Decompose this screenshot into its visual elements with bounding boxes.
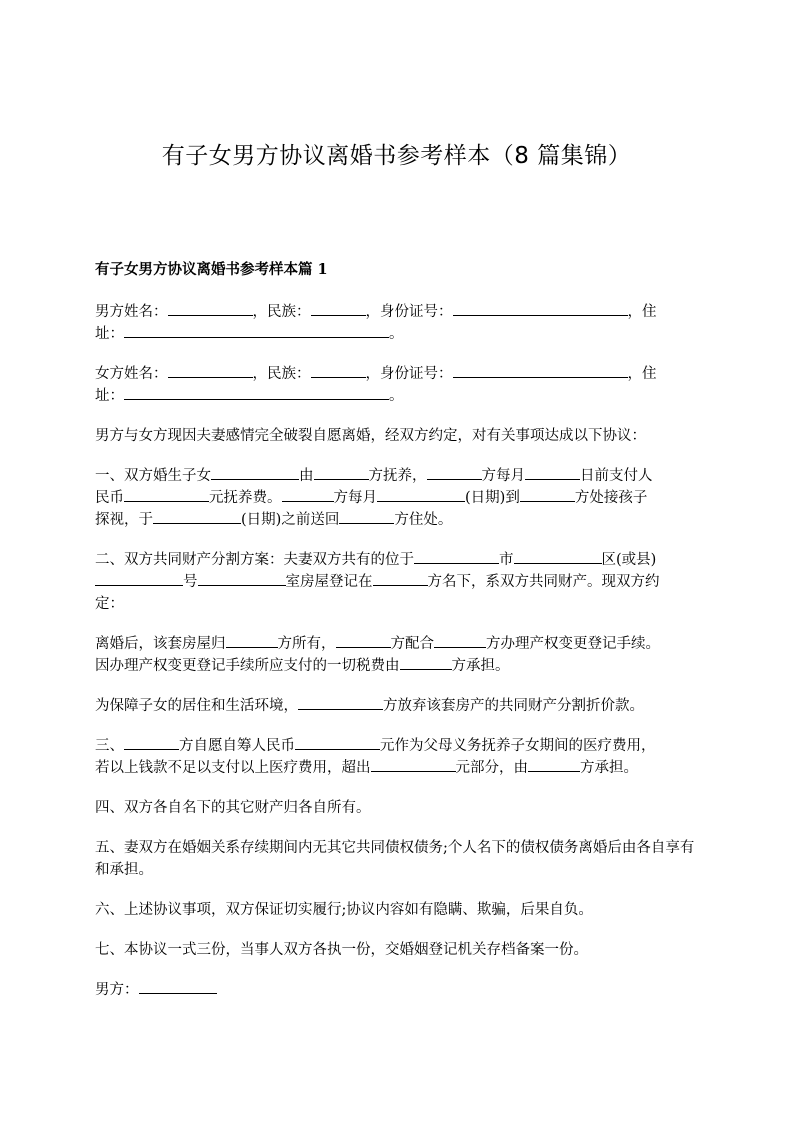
man-signature-blank[interactable] [139, 979, 217, 994]
woman-ethnicity-label: ，民族： [252, 366, 311, 382]
owner-party-blank[interactable] [226, 633, 278, 648]
clause-2-text: 室房屋登记在 [285, 574, 373, 590]
custody-party-blank[interactable] [314, 465, 369, 480]
clause-1-text: 方每月 [481, 468, 525, 484]
man-name-label: 男方姓名： [95, 304, 168, 320]
clause-1-text: 方住处。 [394, 512, 453, 528]
protect-paragraph [95, 695, 705, 717]
clause-3-text: 若以上钱款不足以支付以上医疗费用，超出 [95, 760, 371, 776]
clause-1-text: (日期)到 [465, 490, 520, 506]
woman-address-label-cont: 址： [95, 388, 124, 404]
document-title: 有子女男方协议离婚书参考样本（8 篇集锦） [161, 143, 632, 169]
return-party-blank[interactable] [339, 509, 394, 524]
clause-2-text: 二、双方共同财产分割方案：夫妻双方共有的位于 [95, 552, 414, 568]
man-address-blank[interactable] [124, 323, 389, 338]
street-number-blank[interactable] [95, 571, 183, 586]
clause-2-text: 方名下，系双方共同财产。现双方约 [427, 574, 660, 590]
clause-1-text: 方处接孩子 [574, 490, 648, 506]
city-blank[interactable] [414, 549, 499, 564]
clause-1-text: 民币 [95, 490, 124, 506]
woman-id-label: ，身份证号： [365, 366, 453, 382]
pay-day-blank[interactable] [525, 465, 580, 480]
woman-address-blank[interactable] [124, 385, 389, 400]
clause-1-text: 元抚养费。 [209, 490, 282, 506]
woman-name-label: 女方姓名： [95, 366, 168, 382]
man-info-paragraph [95, 301, 705, 345]
room-number-blank[interactable] [198, 571, 286, 586]
excess-party-blank[interactable] [528, 757, 580, 772]
clause-1-text: 日前支付人 [580, 468, 653, 484]
district-blank[interactable] [514, 549, 602, 564]
man-info-end: 。 [389, 326, 404, 342]
man-ethnicity-blank[interactable] [311, 301, 366, 316]
clause-3-text: 三、 [95, 738, 124, 754]
clause-7-paragraph: 七、本协议一式三份，当事人双方各执一份，交婚姻登记机关存档备案一份。 [95, 942, 588, 958]
clause-1-paragraph [95, 465, 705, 531]
registered-party-blank[interactable] [373, 571, 428, 586]
house-text: 方承担。 [451, 658, 510, 674]
protect-text: 方放弃该套房产的共同财产分割折价款。 [383, 698, 644, 714]
clause-2-text: 号 [183, 574, 198, 590]
clause-1-text: 一、双方婚生子女 [95, 468, 211, 484]
house-text: 因办理产权变更登记手续所应支付的一切税费由 [95, 658, 400, 674]
clause-3-text: 方承担。 [580, 760, 638, 776]
visiting-party-blank[interactable] [282, 487, 334, 502]
man-id-label: ，身份证号： [365, 304, 453, 320]
clause-3-text: 方自愿自筹人民币 [179, 738, 295, 754]
woman-info-paragraph [95, 363, 705, 407]
clause-2-text: 区(或县) [601, 552, 657, 568]
pickup-party-blank[interactable] [520, 487, 575, 502]
payer-party-blank[interactable] [427, 465, 482, 480]
man-ethnicity-label: ，民族： [252, 304, 311, 320]
support-amount-blank[interactable] [124, 487, 209, 502]
medical-party-blank[interactable] [124, 735, 179, 750]
clause-1-text: 方抚养， [368, 468, 427, 484]
clause-4-paragraph: 四、双方各自名下的其它财产归各自所有。 [95, 800, 371, 816]
excess-amount-blank[interactable] [371, 757, 456, 772]
clause-2-text: 定： [95, 596, 124, 612]
clause-1-text: 由 [299, 468, 314, 484]
clause-5-paragraph: 五、妻双方在婚姻关系存续期间内无其它共同债权债务;个人名下的债权债务离婚后由各自享有和承担。 [95, 840, 695, 878]
clause-3-text: 元作为父母义务抚养子女期间的医疗费用， [380, 738, 656, 754]
transfer-party-blank[interactable] [434, 633, 486, 648]
woman-id-blank[interactable] [453, 363, 628, 378]
house-text: 离婚后，该套房屋归 [95, 636, 226, 652]
house-text: 方所有， [277, 636, 336, 652]
woman-address-label: ，住 [627, 366, 657, 382]
clause-2-paragraph [95, 549, 705, 615]
return-date-blank[interactable] [153, 509, 241, 524]
man-address-label: ，住 [627, 304, 657, 320]
woman-ethnicity-blank[interactable] [311, 363, 366, 378]
protect-text: 为保障子女的居住和生活环境， [95, 698, 298, 714]
visit-date-blank[interactable] [377, 487, 465, 502]
man-name-blank[interactable] [168, 301, 253, 316]
house-text: 方配合 [390, 636, 434, 652]
waiving-party-blank[interactable] [298, 695, 383, 710]
clause-3-paragraph [95, 735, 705, 779]
document-body [95, 301, 705, 1019]
man-address-label-cont: 址： [95, 326, 124, 342]
woman-info-end: 。 [389, 388, 404, 404]
cooperating-party-blank[interactable] [336, 633, 391, 648]
tax-party-blank[interactable] [400, 655, 452, 670]
medical-amount-blank[interactable] [295, 735, 380, 750]
clause-1-text: (日期)之前送回 [241, 512, 340, 528]
section-heading: 有子女男方协议离婚书参考样本篇 1 [95, 261, 328, 278]
clause-1-text: 方每月 [333, 490, 377, 506]
clause-3-text: 元部分，由 [455, 760, 528, 776]
clause-6-paragraph: 六、上述协议事项，双方保证切实履行;协议内容如有隐瞒、欺骗，后果自负。 [95, 902, 593, 918]
signature-paragraph [95, 979, 705, 1001]
house-paragraph [95, 633, 705, 677]
woman-name-blank[interactable] [168, 363, 253, 378]
intro-paragraph: 男方与女方现因夫妻感情完全破裂自愿离婚，经双方约定，对有关事项达成以下协议： [95, 428, 646, 444]
house-text: 方办理产权变更登记手续。 [486, 636, 660, 652]
man-signature-label: 男方： [95, 982, 139, 998]
clause-2-text: 市 [499, 552, 514, 568]
clause-1-text: 探视，于 [95, 512, 153, 528]
man-id-blank[interactable] [453, 301, 628, 316]
children-blank[interactable] [211, 465, 299, 480]
